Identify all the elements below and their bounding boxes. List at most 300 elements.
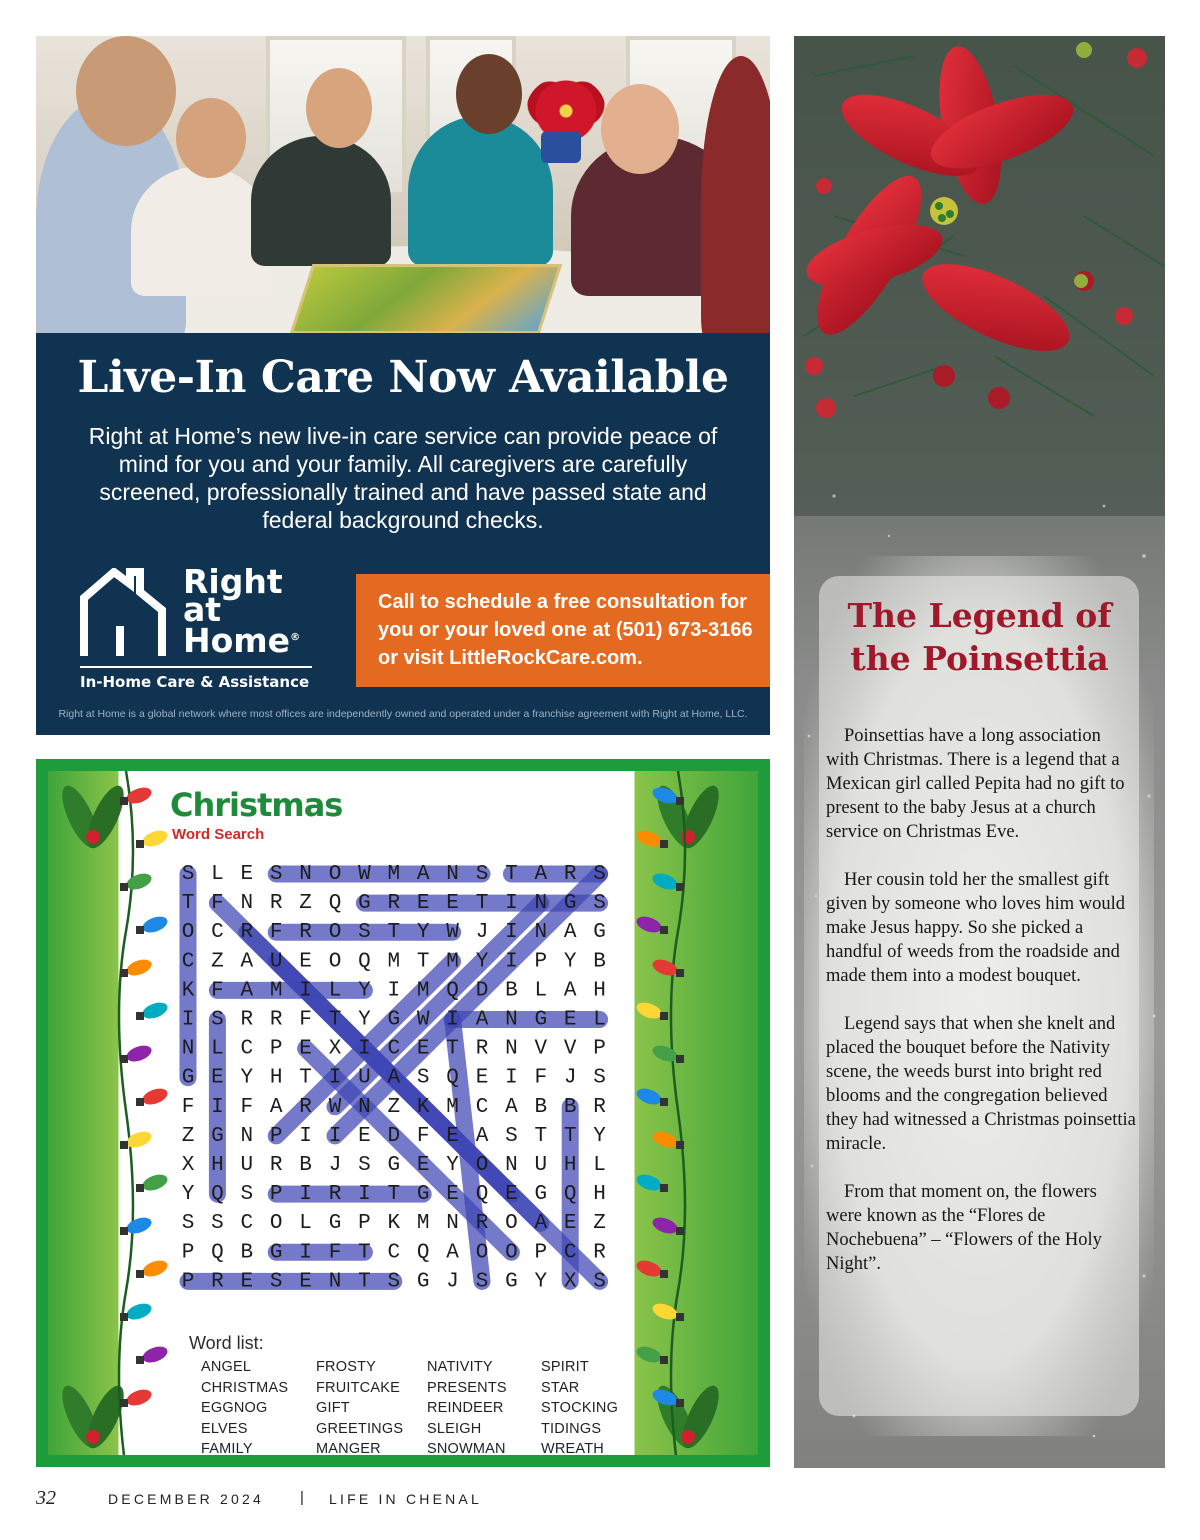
grid-letter: F [534, 1066, 548, 1090]
photo-child [131, 166, 271, 296]
light-socket [120, 1313, 128, 1321]
grid-letter: S [475, 1270, 489, 1294]
grid-letter: A [240, 950, 254, 974]
light-socket [676, 1227, 684, 1235]
light-socket [120, 969, 128, 977]
grid-letter: E [211, 1066, 224, 1090]
grid-letter: J [563, 1066, 577, 1090]
photo-caregiver [456, 54, 522, 134]
poinsettia-legend-panel [794, 36, 1165, 1468]
word-list-item: REINDEER [427, 1400, 504, 1417]
grid-letter: T [563, 1124, 577, 1148]
grid-letter: G [563, 892, 577, 916]
light-socket [136, 1012, 144, 1020]
christmas-light-bulb [140, 828, 169, 850]
grid-letter: E [358, 1124, 371, 1148]
christmas-light-bulb [140, 1258, 169, 1280]
grid-letter: M [416, 979, 430, 1003]
grid-letter: W [358, 863, 371, 886]
grid-letter: A [534, 1212, 548, 1236]
grid-letter: G [181, 1066, 195, 1090]
christmas-light-bulb [634, 914, 663, 936]
word-list-item: NATIVITY [427, 1359, 493, 1375]
grid-letter: C [387, 1037, 401, 1061]
word-list-column [316, 1357, 436, 1460]
grid-letter: N [534, 892, 548, 916]
grid-letter: N [240, 1124, 254, 1148]
grid-letter: Q [358, 950, 371, 974]
grid-letter: C [181, 950, 195, 974]
magazine-name: LIFE IN CHENAL [329, 1491, 482, 1507]
grid-letter: T [328, 1008, 342, 1032]
christmas-light-bulb [124, 871, 153, 893]
grid-letter: I [299, 979, 312, 1003]
grid-letter: A [534, 863, 548, 886]
grid-letter: S [211, 1008, 224, 1032]
legend-paragraph: From that moment on, the flowers were known as the “Flores de Nochebuena” – “Flowers of the Holy Night”. [826, 1182, 1102, 1274]
light-socket [136, 840, 144, 848]
grid-letter: A [505, 1095, 518, 1119]
christmas-light-bulb [124, 1215, 153, 1237]
grid-letter: S [240, 1183, 254, 1207]
grid-letter: S [269, 1270, 283, 1294]
grid-letter: C [240, 1212, 254, 1236]
grid-letter: E [240, 863, 254, 886]
grid-letter: R [269, 892, 283, 916]
grid-letter: B [534, 1095, 548, 1119]
grid-letter: Q [563, 1183, 577, 1207]
grid-letter: S [475, 863, 489, 886]
house-logo-icon [80, 568, 166, 658]
grid-letter: I [328, 1066, 342, 1090]
grid-letter: C [563, 1241, 577, 1265]
grid-letter: E [416, 892, 430, 916]
grid-letter: E [563, 1212, 577, 1236]
page-number: 32 [36, 1487, 56, 1509]
grid-letter: D [387, 1124, 401, 1148]
light-string [119, 771, 133, 1455]
grid-letter: G [328, 1212, 342, 1236]
grid-letter: T [416, 950, 430, 974]
logo-wordmark [183, 562, 301, 660]
grid-letter: C [211, 921, 224, 945]
grid-letter: S [593, 1066, 606, 1090]
grid-letter: P [534, 950, 548, 974]
grid-letter: F [328, 1241, 342, 1265]
light-socket [136, 1098, 144, 1106]
grid-letter: Y [563, 950, 577, 974]
grid-letter: E [505, 1183, 518, 1207]
grid-letter: F [299, 1008, 312, 1032]
grid-letter: E [416, 1154, 430, 1177]
grid-letter: O [328, 921, 342, 945]
word-list-item: ANGEL [201, 1359, 252, 1375]
grid-letter: P [181, 1270, 195, 1294]
christmas-light-bulb [140, 914, 169, 936]
grid-letter: I [328, 1124, 342, 1148]
grid-letter: Y [475, 950, 489, 974]
grid-letter: Q [475, 1183, 489, 1207]
grid-letter: W [328, 1095, 342, 1119]
christmas-light-bulb [124, 957, 153, 979]
light-string [671, 771, 685, 1455]
grid-letter: G [505, 1270, 518, 1294]
ad-title: Live-In Care Now Available [77, 352, 729, 403]
legend-body [826, 724, 1136, 1300]
grid-letter: E [299, 1037, 312, 1061]
light-socket [660, 1098, 668, 1106]
light-socket [120, 1399, 128, 1407]
grid-letter: Y [534, 1270, 548, 1294]
grid-letter: Z [387, 1095, 401, 1119]
light-socket [660, 926, 668, 934]
legend-title [794, 594, 1165, 680]
grid-letter: E [446, 1124, 459, 1148]
grid-letter: B [563, 1095, 577, 1119]
grid-letter: T [475, 892, 489, 916]
grid-letter: T [387, 1183, 401, 1207]
christmas-light-bulb [650, 1215, 679, 1237]
grid-letter: G [416, 1183, 430, 1207]
grid-letter: G [534, 1008, 548, 1032]
grid-letter: R [387, 892, 401, 916]
word-list-item: SLEIGH [427, 1420, 482, 1437]
grid-letter: E [299, 1270, 312, 1294]
right-at-home-logo [80, 562, 320, 693]
grid-letter: O [328, 950, 342, 974]
grid-letter: E [563, 1008, 577, 1032]
grid-letter: L [593, 1008, 606, 1032]
grid-letter: F [211, 892, 224, 916]
grid-letter: G [593, 921, 606, 945]
light-socket [660, 1184, 668, 1192]
word-list [201, 1357, 641, 1457]
word-list-item: EGGNOG [201, 1400, 268, 1417]
grid-letter: N [328, 1270, 342, 1294]
light-socket [136, 1184, 144, 1192]
grid-letter: O [475, 1154, 489, 1177]
grid-letter: P [269, 1124, 283, 1148]
grid-letter: E [475, 1066, 489, 1090]
grid-letter: R [593, 1095, 606, 1119]
photo-caregiver [408, 116, 553, 266]
right-at-home-ad [36, 36, 770, 735]
grid-letter: M [387, 950, 401, 974]
grid-letter: O [475, 1241, 489, 1265]
light-socket [120, 1227, 128, 1235]
word-list-item: GIFT [316, 1400, 350, 1417]
grid-letter: B [505, 979, 518, 1003]
grid-letter: R [211, 1270, 224, 1294]
legend-title-line-2: the Poinsettia [850, 639, 1109, 678]
light-socket [660, 1356, 668, 1364]
grid-letter: O [505, 1241, 518, 1265]
grid-letter: S [593, 892, 606, 916]
grid-letter: R [269, 1008, 283, 1032]
grid-letter: Y [358, 1008, 371, 1032]
grid-letter: Y [240, 1066, 254, 1090]
grid-letter: D [475, 979, 489, 1003]
grid-letter: A [563, 921, 577, 945]
ad-body-text: Right at Home’s new live-in care service can provide peace of mind for you and your family. All caregivers are carefully screened, professionally trained and have passed state and federal background checks. [88, 423, 718, 533]
grid-letter: M [269, 979, 283, 1003]
grid-letter: T [534, 1124, 548, 1148]
grid-letter: F [240, 1095, 254, 1119]
christmas-light-bulb [140, 1086, 169, 1108]
grid-letter: Q [211, 1183, 224, 1207]
grid-letter: L [593, 1154, 606, 1177]
footer-separator: | [300, 1489, 304, 1506]
grid-letter: S [181, 863, 195, 886]
logo-home-text: Home [183, 621, 291, 660]
logo-line-home [183, 621, 301, 660]
grid-letter: L [534, 979, 548, 1003]
grid-letter: S [269, 863, 283, 886]
ad-disclaimer: Right at Home is a global network where most offices are independently owned and operated under a franchise agreement with Right at Home, LLC. [58, 708, 748, 720]
grid-letter: P [358, 1212, 371, 1236]
grid-letter: L [211, 863, 224, 886]
grid-letter: B [593, 950, 606, 974]
grid-letter: A [416, 863, 430, 886]
grid-letter: N [299, 863, 312, 886]
grid-letter: W [416, 1008, 430, 1032]
photo-person [76, 36, 176, 146]
legend-title-line-1: The Legend of [847, 596, 1112, 635]
call-to-action-box [356, 574, 770, 687]
grid-letter: S [505, 1124, 518, 1148]
grid-letter: N [358, 1095, 371, 1119]
grid-letter: M [387, 863, 401, 886]
grid-letter: S [211, 1212, 224, 1236]
grid-letter: N [240, 892, 254, 916]
christmas-light-bulb [650, 1129, 679, 1151]
light-socket [676, 1313, 684, 1321]
grid-letter: Q [211, 1241, 224, 1265]
grid-letter: X [181, 1154, 195, 1177]
grid-letter: E [446, 1183, 459, 1207]
grid-letter: N [505, 1037, 518, 1061]
grid-letter: H [269, 1066, 283, 1090]
grid-letter: F [416, 1124, 430, 1148]
logo-tagline: In-Home Care & Assistance [80, 673, 310, 691]
grid-letter: P [534, 1241, 548, 1265]
grid-letter: L [328, 979, 342, 1003]
grid-letter: Y [358, 979, 371, 1003]
grid-letter: C [240, 1037, 254, 1061]
grid-letter: O [328, 863, 342, 886]
grid-letter: T [387, 921, 401, 945]
word-list-label: Word list: [189, 1333, 264, 1353]
grid-letter: N [505, 1154, 518, 1177]
grid-letter: C [387, 1241, 401, 1265]
grid-letter: G [269, 1241, 283, 1265]
holly-berry [86, 830, 100, 844]
word-list-item: SPIRIT [541, 1359, 589, 1375]
grid-letter: I [505, 950, 518, 974]
grid-letter: E [299, 950, 312, 974]
grid-letter: R [299, 1095, 312, 1119]
christmas-light-bulb [650, 1043, 679, 1065]
word-search-graphic [48, 771, 758, 1455]
photo-game-board [290, 264, 563, 333]
grid-letter: T [505, 863, 518, 886]
grid-letter: I [299, 1124, 312, 1148]
grid-letter: Y [181, 1183, 195, 1207]
grid-letter: P [593, 1037, 606, 1061]
word-list-item: FAMILY [201, 1441, 253, 1458]
grid-letter: Q [446, 979, 459, 1003]
grid-letter: E [240, 1270, 254, 1294]
grid-letter: N [181, 1037, 195, 1061]
word-list-item: TIDINGS [541, 1420, 602, 1437]
word-list-item: FROSTY [316, 1359, 377, 1375]
light-socket [136, 1270, 144, 1278]
grid-letter: S [593, 1270, 606, 1294]
light-socket [676, 1399, 684, 1407]
grid-letter: I [181, 1008, 195, 1032]
grid-letter: I [505, 921, 518, 945]
grid-letter: N [446, 863, 459, 886]
grid-letter: J [475, 921, 489, 945]
grid-letter: G [416, 1270, 430, 1294]
legend-paragraph: Legend says that when she knelt and placed the bouquet before the Nativity scene, the weeds burst into bright red blooms and the congregation believed they had witnessed a Christmas poinsettia miracle. [826, 1014, 1136, 1154]
light-socket [660, 840, 668, 848]
christmas-light-bulb [124, 1387, 153, 1409]
grid-letter: G [387, 1008, 401, 1032]
word-list-item: GREETINGS [316, 1420, 404, 1437]
grid-letter: S [358, 1154, 371, 1177]
light-socket [120, 1055, 128, 1063]
light-socket [120, 1141, 128, 1149]
cta-text: Call to schedule a free consultation for you or your loved one at (501) 673-3166 or visit LittleRockCare.com. [378, 591, 753, 669]
legend-paragraph: Her cousin told her the smallest gift given by someone who loves him would make Jesus happy. So she picked a handful of weeds from the roadside and made them into a modest bouquet. [826, 870, 1126, 986]
grid-letter: Z [299, 892, 312, 916]
grid-letter: X [328, 1037, 342, 1061]
grid-letter: I [358, 1037, 371, 1061]
grid-letter: A [269, 1095, 283, 1119]
photo-child [306, 68, 372, 148]
christmas-light-bulb [124, 1043, 153, 1065]
grid-letter: U [534, 1154, 548, 1177]
grid-letter: F [211, 979, 224, 1003]
grid-letter: T [446, 1037, 459, 1061]
word-search-sheet [48, 771, 758, 1458]
grid-letter: B [240, 1241, 254, 1265]
grid-letter: I [358, 1183, 371, 1207]
logo-divider [80, 666, 312, 668]
light-socket [676, 969, 684, 977]
christmas-light-bulb [634, 1086, 663, 1108]
grid-letter: Z [593, 1212, 606, 1236]
word-list-item: WREATH [541, 1441, 604, 1458]
holly-berry [681, 830, 695, 844]
grid-letter: H [211, 1154, 224, 1177]
grid-letter: R [269, 1154, 283, 1177]
grid-letter: E [446, 892, 459, 916]
light-socket [676, 883, 684, 891]
grid-letter: J [328, 1154, 342, 1177]
grid-letter: R [240, 1008, 254, 1032]
photo-senior [601, 84, 679, 174]
grid-letter: J [446, 1270, 459, 1294]
grid-letter: O [181, 921, 195, 945]
grid-letter: G [534, 1183, 548, 1207]
grid-letter: H [593, 979, 606, 1003]
light-socket [660, 1012, 668, 1020]
grid-letter: V [563, 1037, 577, 1061]
word-list-item: FRUITCAKE [316, 1379, 400, 1396]
grid-letter: N [534, 921, 548, 945]
holly-berry [86, 1430, 100, 1444]
grid-letter: X [563, 1270, 577, 1294]
grid-letter: M [416, 1212, 430, 1236]
grid-letter: L [211, 1037, 224, 1061]
grid-letter: A [475, 1124, 489, 1148]
grid-letter: T [181, 892, 195, 916]
christmas-light-bulb [634, 1172, 663, 1194]
grid-letter: S [593, 863, 606, 886]
issue-date: DECEMBER 2024 [108, 1491, 264, 1507]
grid-letter: A [475, 1008, 489, 1032]
grid-letter: R [475, 1212, 489, 1236]
christmas-light-bulb [140, 1000, 169, 1022]
christmas-light-bulb [634, 828, 663, 850]
light-socket [676, 1055, 684, 1063]
grid-letter: Q [416, 1241, 430, 1265]
christmas-light-bulb [124, 1301, 153, 1323]
christmas-light-bulb [650, 871, 679, 893]
grid-letter: O [269, 1212, 283, 1236]
grid-letter: A [387, 1066, 401, 1090]
word-list-column [427, 1357, 547, 1460]
light-socket [120, 883, 128, 891]
grid-letter: R [240, 921, 254, 945]
christmas-light-bulb [140, 1344, 169, 1366]
light-socket [660, 1270, 668, 1278]
logo-line-right: Right [183, 562, 283, 601]
grid-letter: V [534, 1037, 548, 1061]
grid-letter: H [563, 1154, 577, 1177]
grid-letter: R [593, 1241, 606, 1265]
light-socket [120, 797, 128, 805]
grid-letter: U [240, 1154, 254, 1177]
grid-letter: T [299, 1066, 312, 1090]
christmas-light-bulb [634, 1258, 663, 1280]
photo-child [251, 136, 391, 266]
grid-letter: Z [211, 950, 224, 974]
grid-letter: K [181, 979, 195, 1003]
grid-letter: Z [181, 1124, 195, 1148]
grid-letter: I [505, 1066, 518, 1090]
grid-letter: R [563, 863, 577, 886]
grid-letter: Q [446, 1066, 459, 1090]
grid-letter: K [416, 1095, 430, 1119]
grid-letter: I [505, 892, 518, 916]
grid-letter: F [181, 1095, 195, 1119]
grid-letter: S [416, 1066, 430, 1090]
grid-letter: N [446, 1212, 459, 1236]
word-list-column [541, 1357, 661, 1460]
grid-letter: A [240, 979, 254, 1003]
word-list-item: CHRISTMAS [201, 1379, 289, 1396]
word-list-item: STAR [541, 1379, 580, 1396]
grid-letter: U [269, 950, 283, 974]
photo-child [176, 98, 246, 178]
ad-photo-family-board-game [36, 36, 770, 333]
word-list-column [201, 1357, 321, 1460]
grid-letter: P [181, 1241, 195, 1265]
grid-letter: S [181, 1212, 195, 1236]
